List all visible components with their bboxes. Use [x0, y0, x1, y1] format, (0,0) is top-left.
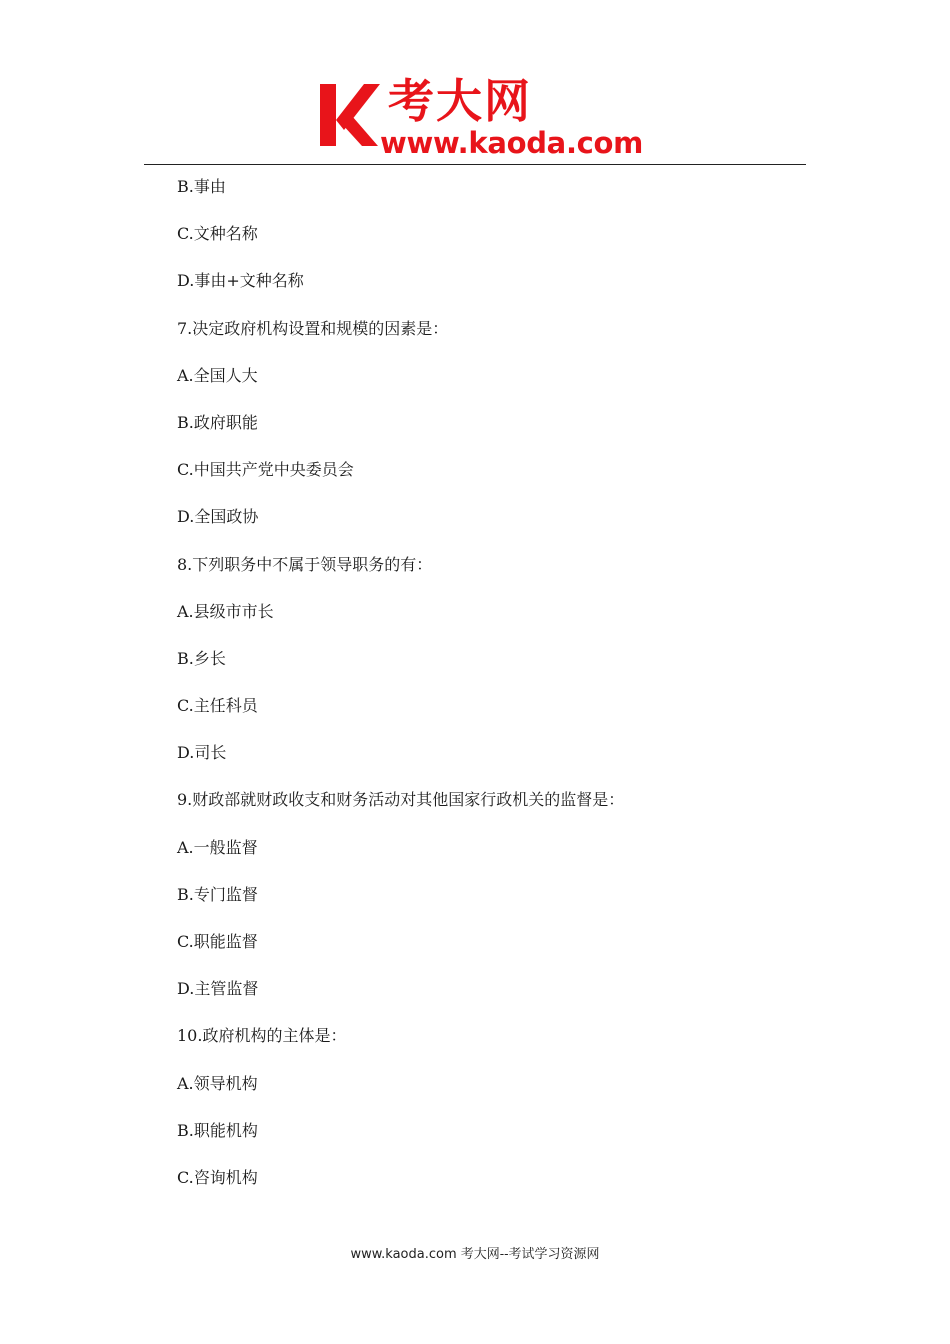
option-line: A.县级市市长 [177, 601, 274, 621]
question-line: 8.下列职务中不属于领导职务的有： [177, 554, 433, 574]
option-line: B.专门监督 [177, 884, 258, 904]
kaoda-logo [318, 74, 644, 162]
option-line: A.领导机构 [177, 1073, 258, 1093]
question-line: 7.决定政府机构设置和规模的因素是： [177, 318, 449, 338]
option-line: C.文种名称 [177, 224, 258, 244]
option-line: B.事由 [177, 177, 226, 196]
footer-url: www.kaoda.com [350, 1247, 457, 1262]
page-footer [0, 1246, 950, 1264]
page-header [0, 0, 950, 170]
question-line: 10.政府机构的主体是： [177, 1026, 347, 1046]
option-line: D.主管监督 [177, 979, 259, 999]
k-logo-icon [318, 80, 382, 150]
question-content [177, 176, 817, 1214]
option-line: C.咨询机构 [177, 1167, 258, 1187]
logo-url-text: www.kaoda.com [380, 126, 644, 160]
option-line: C.主任科员 [177, 696, 258, 716]
option-line: A.一般监督 [177, 837, 258, 857]
logo-brand-text: 考大网 [388, 74, 532, 128]
option-line: B.乡长 [177, 648, 226, 668]
footer-text: 考大网--考试学习资源网 [456, 1247, 600, 1262]
option-line: D.司长 [177, 743, 227, 763]
option-line: C.中国共产党中央委员会 [177, 460, 354, 480]
header-divider [144, 164, 806, 165]
option-line: D.全国政协 [177, 507, 259, 527]
option-line: C.职能监督 [177, 932, 258, 951]
option-line: B.职能机构 [177, 1120, 258, 1140]
question-line: 9.财政部就财政收支和财务活动对其他国家行政机关的监督是： [177, 790, 625, 810]
option-line: A.全国人大 [177, 365, 258, 385]
option-line: B.政府职能 [177, 412, 258, 432]
option-line: D.事由+文种名称 [177, 271, 304, 291]
